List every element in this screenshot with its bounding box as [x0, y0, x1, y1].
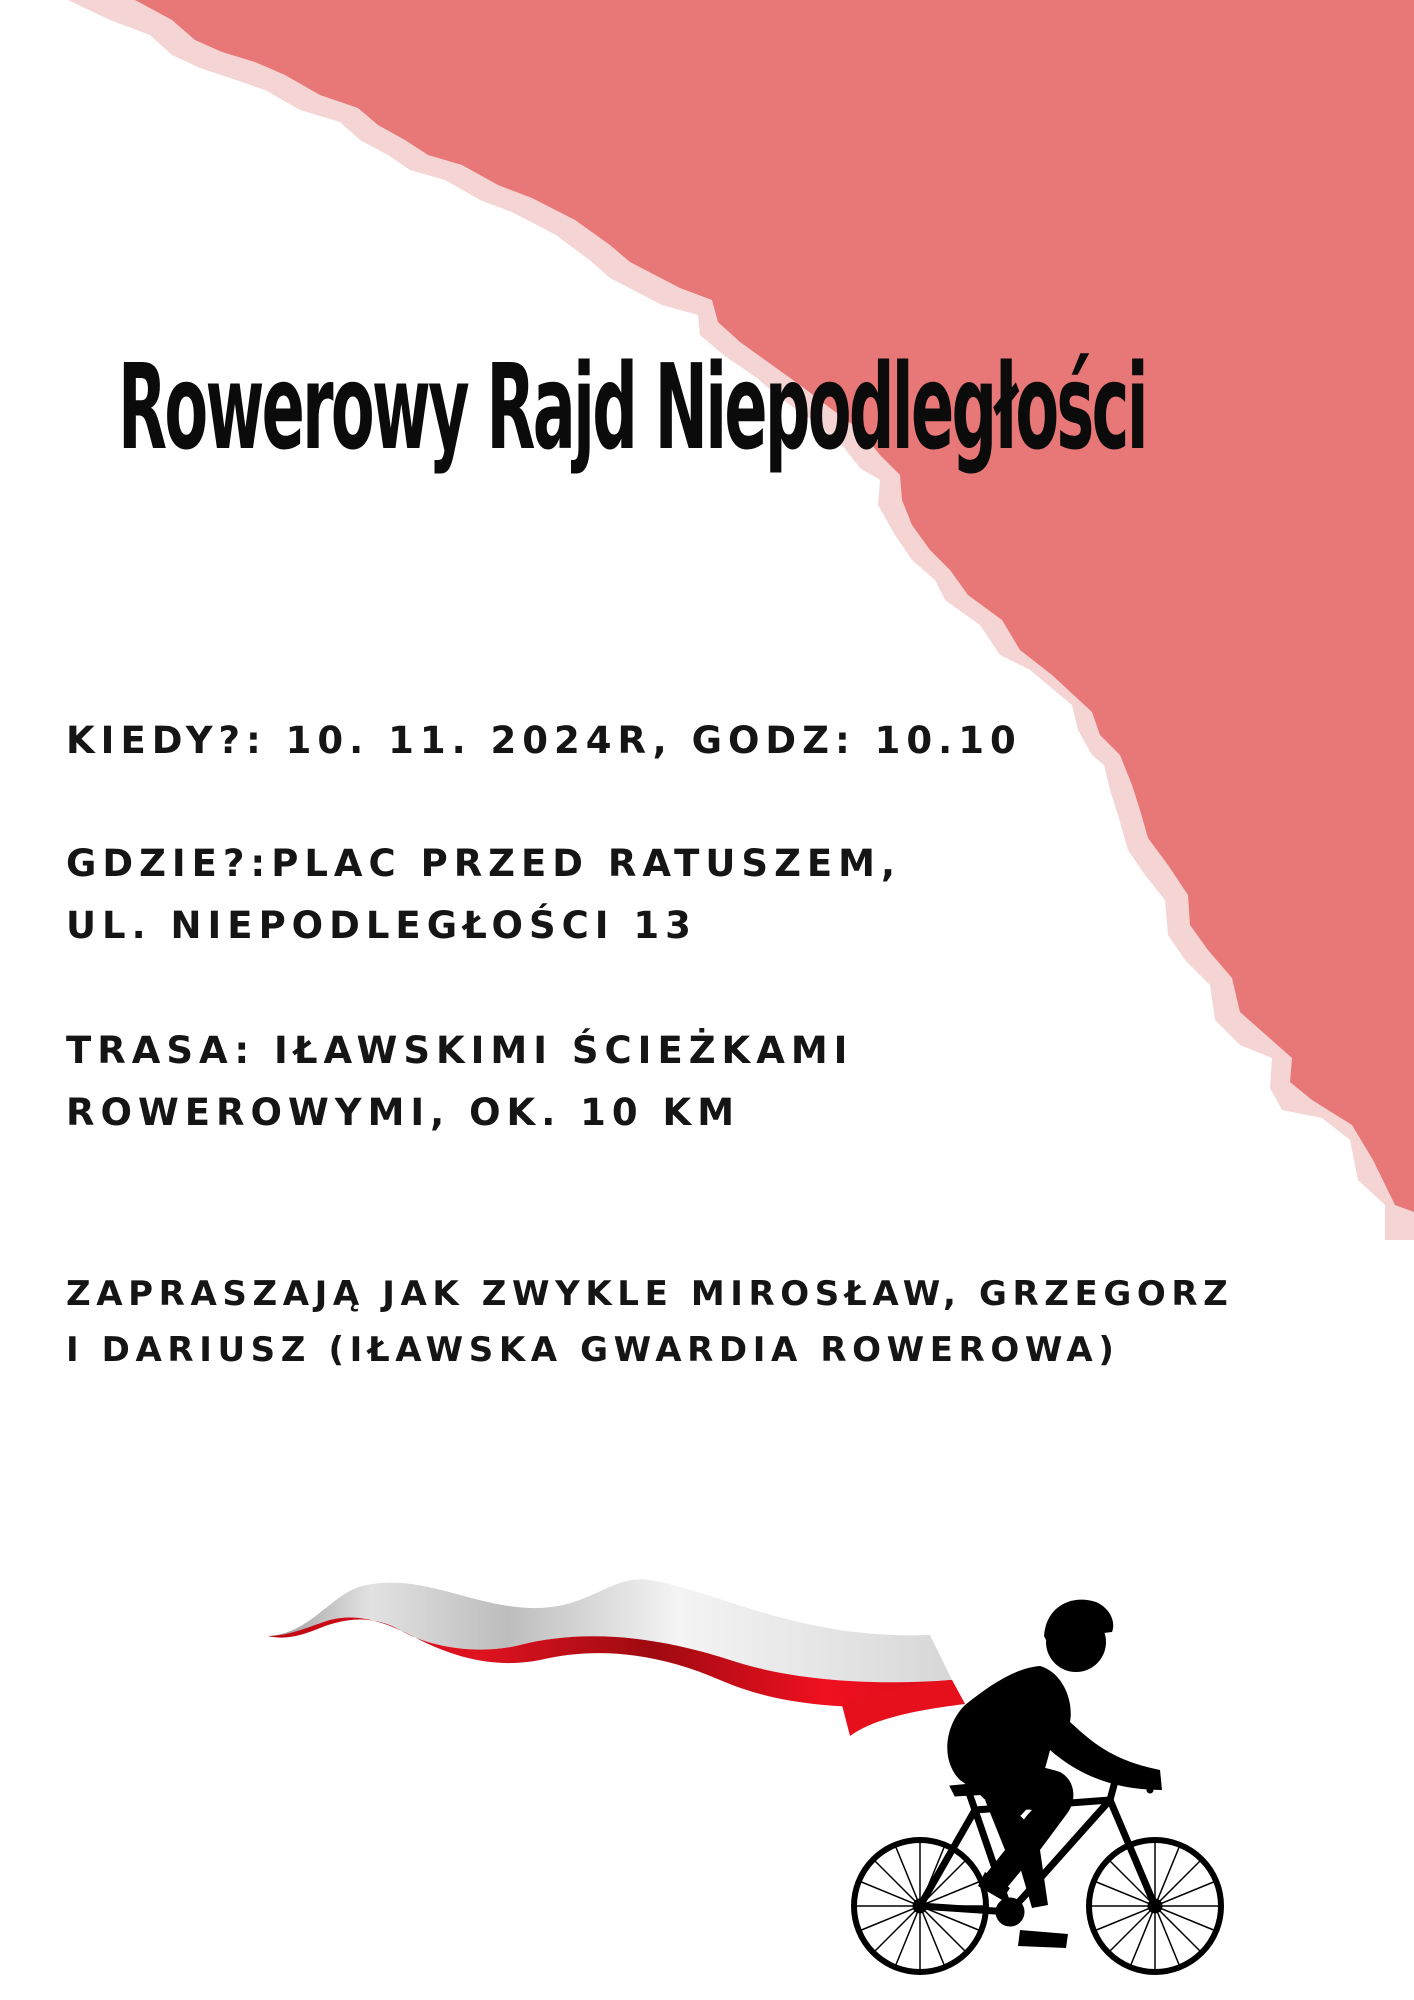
route-line-2: ROWEROWYMI, OK. 10 KM: [66, 1091, 741, 1134]
when-text: KIEDY?: 10. 11. 2024R, GODZ: 10.10: [66, 719, 1022, 762]
invite-line-1: ZAPRASZAJĄ JAK ZWYKLE MIROSŁAW, GRZEGORZ: [66, 1274, 1234, 1314]
polish-flag-ribbon-icon: [268, 1579, 965, 1736]
where-info: [66, 833, 901, 957]
page-title: Rowerowy Rajd Niepodległości: [118, 338, 1146, 476]
where-line-1: GDZIE?:PLAC PRZED RATUSZEM,: [66, 842, 902, 885]
when-info: [66, 710, 1022, 772]
where-line-2: UL. NIEPODLEGŁOŚCI 13: [66, 904, 697, 947]
cyclist-illustration: [0, 1540, 1414, 2000]
route-info: [66, 1020, 853, 1144]
invite-line-2: I DARIUSZ (IŁAWSKA GWARDIA ROWEROWA): [66, 1330, 1120, 1370]
route-line-1: TRASA: IŁAWSKIMI ŚCIEŻKAMI: [66, 1029, 854, 1072]
invitation-text: [66, 1266, 1233, 1378]
